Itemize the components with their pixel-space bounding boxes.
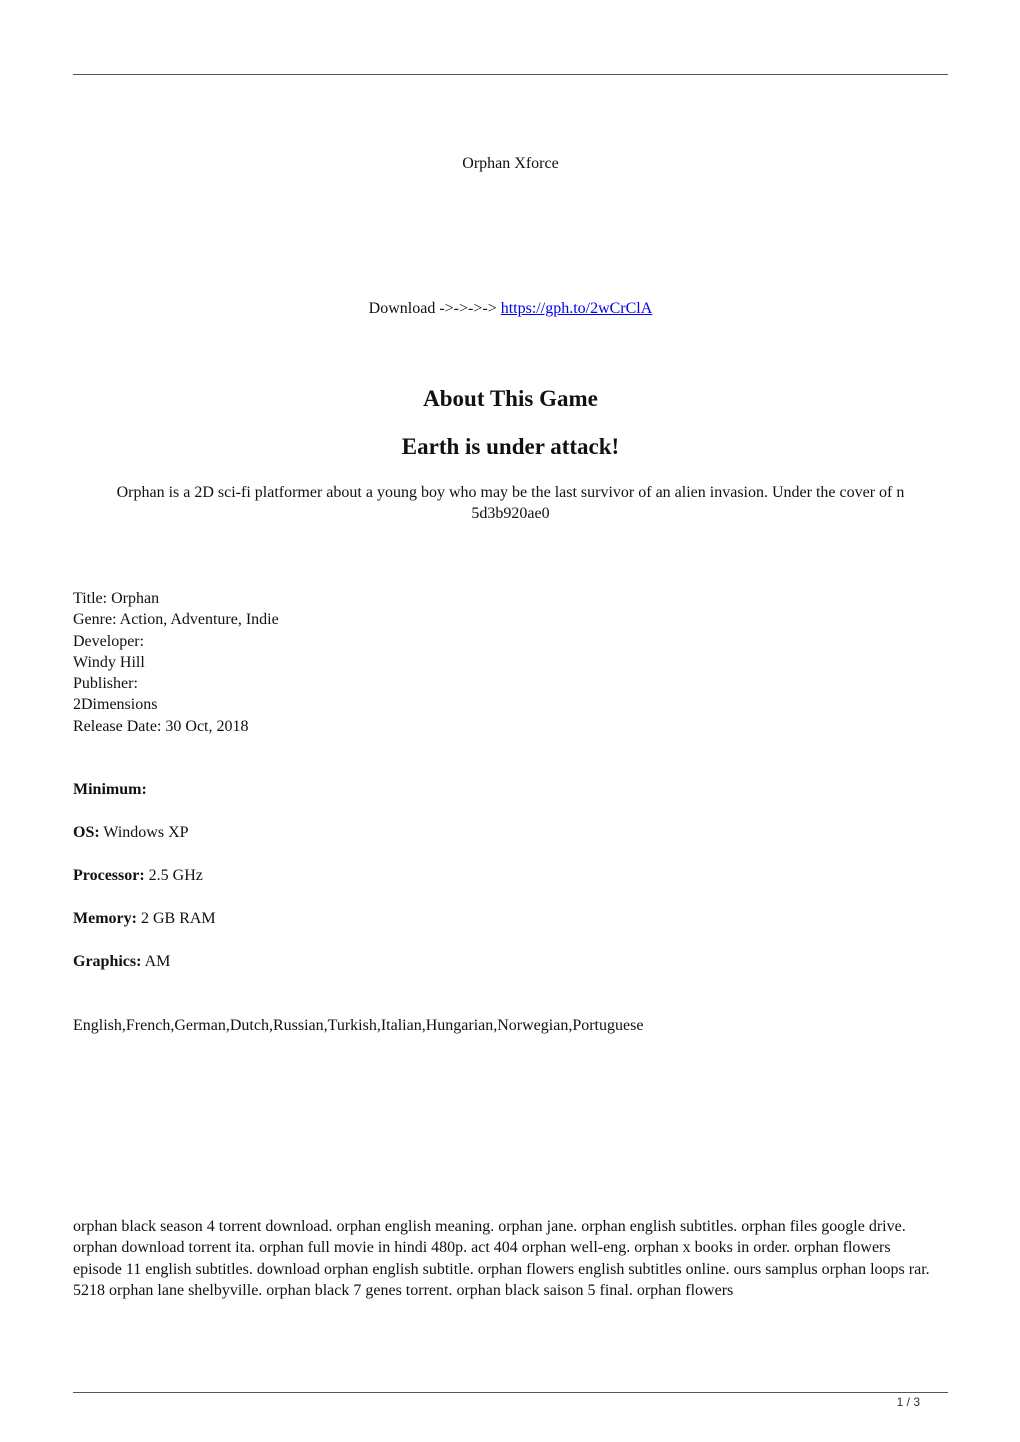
requirement-value: Windows XP: [99, 824, 189, 841]
summary-line: Orphan is a 2D sci-fi platformer about a young boy who may be the last survivor of an alien invasion. Under the cover of n: [116, 484, 905, 501]
page-number: 1 / 3: [896, 1395, 920, 1409]
requirements-heading: Minimum:: [73, 781, 147, 798]
requirement-label: OS:: [73, 824, 100, 841]
requirement-value: AM: [141, 953, 171, 970]
download-link[interactable]: https://gph.to/2wCrClA: [500, 300, 653, 317]
requirement-label: Graphics:: [73, 953, 142, 970]
footer-rule: [73, 1392, 948, 1393]
game-info: [73, 588, 279, 737]
about-heading: About This Game: [423, 386, 598, 411]
download-label: Download ->->->->: [368, 300, 497, 317]
requirement-os: [73, 824, 189, 842]
info-publisher-label: Publisher:: [73, 675, 138, 693]
tagline-heading: Earth is under attack!: [401, 434, 620, 459]
info-developer-label: Developer:: [73, 632, 145, 650]
requirement-graphics: [73, 953, 170, 971]
summary-code: 5d3b920ae0: [471, 505, 550, 522]
keyword-paragraph: orphan black season 4 torrent download. orphan english meaning. orphan jane. orphan english subtitles. orphan files google drive. orphan download torrent ita. orphan full movie in hindi 480p. act 404 orphan well-eng. orphan x books in order. orphan flowers episode 11 english subtitles. download orphan english subtitle. orphan flowers english subtitles online. ours samplus orphan loops rar. 5218 orphan lane shelbyville. orphan black 7 genes torrent. orphan black saison 5 final. orphan flowers: [73, 1218, 930, 1299]
document-title: Orphan Xforce: [462, 155, 559, 172]
header-rule: [73, 74, 948, 75]
info-genre: Genre: Action, Adventure, Indie: [73, 611, 279, 629]
info-title: Title: Orphan: [73, 590, 160, 607]
info-release-date: Release Date: 30 Oct, 2018: [73, 717, 249, 735]
info-developer: Windy Hill: [73, 653, 145, 671]
requirement-value: 2 GB RAM: [136, 910, 216, 927]
download-line: [73, 300, 948, 318]
languages-list: English,French,German,Dutch,Russian,Turkish,Italian,Hungarian,Norwegian,Portuguese: [73, 1017, 644, 1034]
info-publisher: 2Dimensions: [73, 696, 158, 714]
requirement-processor: [73, 867, 203, 885]
requirement-value: 2.5 GHz: [144, 867, 203, 884]
requirement-label: Processor:: [73, 867, 145, 884]
requirement-label: Memory:: [73, 910, 137, 927]
requirement-memory: [73, 910, 216, 928]
game-summary: [73, 482, 948, 524]
